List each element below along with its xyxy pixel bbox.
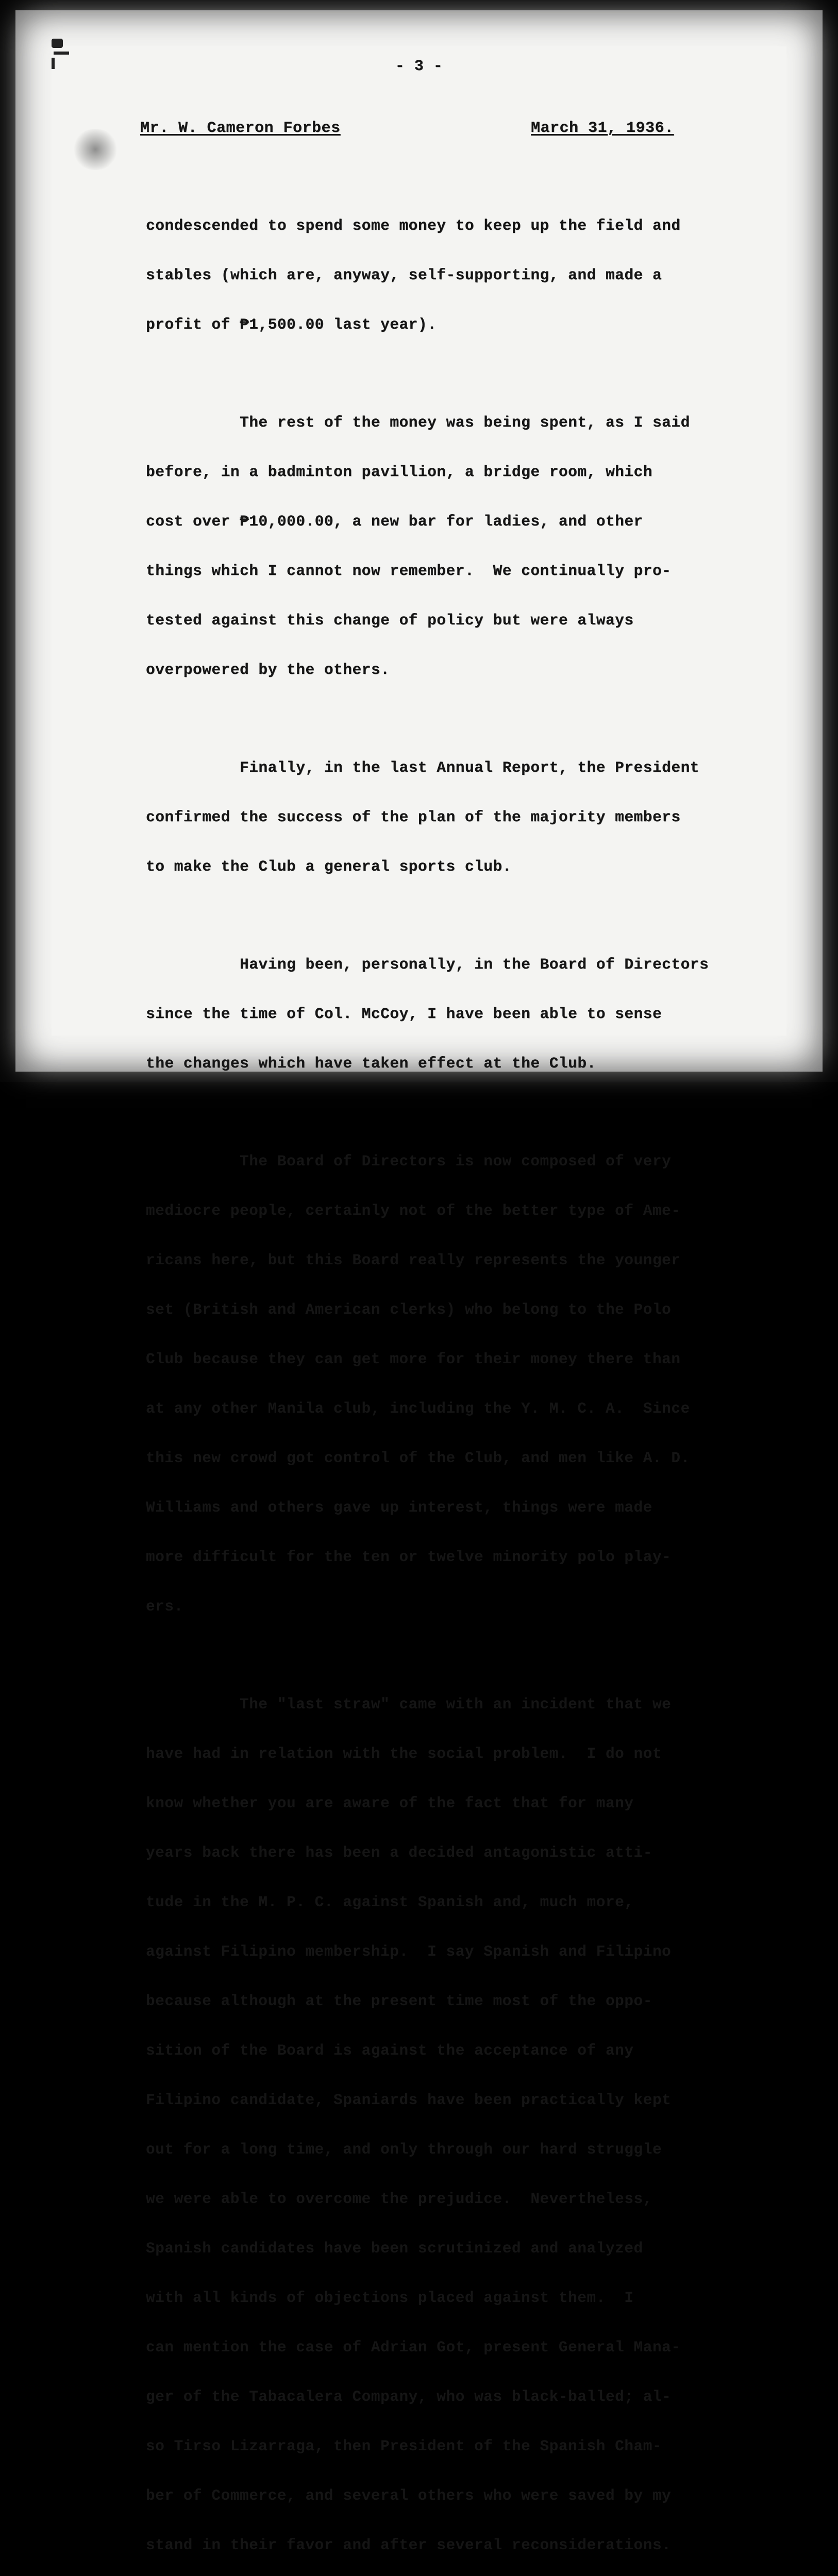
text-line: have had in relation with the social problem. I do not: [146, 1745, 662, 1762]
text-line: before, in a badminton pavillion, a bridge room, which: [146, 463, 652, 481]
text-line: Spanish candidates have been scrutinized and analyzed: [146, 2240, 643, 2257]
paragraph: [146, 726, 702, 908]
text-line: out for a long time, and only through our hard struggle: [146, 2141, 662, 2158]
text-line: against Filipino membership. I say Spanish and Filipino: [146, 1943, 672, 1960]
paragraph: [146, 1663, 702, 2576]
text-line: know whether you are aware of the fact that for many: [146, 1794, 634, 1812]
paragraph: [146, 923, 709, 1105]
text-line: the changes which have taken effect at the Club.: [146, 1055, 596, 1072]
text-line: at any other Manila club, including the Y. M. C. A. Since: [146, 1400, 690, 1417]
text-line: stand in their favor and after several reconsiderations.: [146, 2536, 672, 2554]
paragraph: [146, 381, 702, 711]
paragraph: [146, 1120, 702, 1648]
text-line: confirmed the success of the plan of the majority members: [146, 808, 681, 826]
text-line: because although at the present time most of the oppo-: [146, 1992, 652, 2010]
text-line: we were able to overcome the prejudice. Nevertheless,: [146, 2190, 652, 2208]
text-line: profit of ₱1,500.00 last year).: [146, 316, 437, 333]
text-line: years back there has been a decided antagonistic atti-: [146, 1844, 652, 1861]
text-line: condescended to spend some money to keep up the field and: [146, 217, 681, 234]
text-line: ricans here, but this Board really represents the younger: [146, 1251, 681, 1269]
edge-mark: [54, 52, 69, 55]
edge-mark: [52, 39, 63, 48]
text-line: so Tirso Lizarraga, then President of the Spanish Cham-: [146, 2437, 662, 2455]
text-line: sition of the Board is against the acceptance of any: [146, 2042, 634, 2059]
letter-body: [146, 184, 709, 2576]
text-line: The rest of the money was being spent, as I said: [146, 414, 690, 431]
text-line: ger of the Tabacalera Company, who was black-balled; al-: [146, 2388, 672, 2405]
text-line: Having been, personally, in the Board of Directors: [146, 956, 709, 973]
text-line: The Board of Directors is now composed of very: [146, 1153, 672, 1170]
recipient-heading: Mr. W. Cameron Forbes: [140, 120, 341, 137]
text-line: more difficult for the ten or twelve minority polo play-: [146, 1548, 672, 1566]
text-line: The "last straw" came with an incident that we: [146, 1696, 672, 1713]
text-line: stables (which are, anyway, self-supporting, and made a: [146, 266, 662, 284]
text-line: cost over ₱10,000.00, a new bar for ladies, and other: [146, 513, 643, 530]
text-line: Williams and others gave up interest, things were made: [146, 1499, 652, 1516]
text-line: mediocre people, certainly not of the better type of Ame-: [146, 1202, 681, 1219]
text-line: tude in the M. P. C. against Spanish and, much more,: [146, 1893, 634, 1911]
text-line: Finally, in the last Annual Report, the President: [146, 759, 699, 776]
text-line: ers.: [146, 1598, 183, 1615]
text-line: ber of Commerce, and several others who were saved by my: [146, 2487, 672, 2504]
paragraph: [146, 184, 702, 366]
text-line: with all kinds of objections placed against them. I: [146, 2289, 634, 2307]
text-line: set (British and American clerks) who belong to the Polo: [146, 1301, 672, 1318]
text-line: things which I cannot now remember. We continually pro-: [146, 562, 672, 580]
text-line: Club because they can get more for their money there than: [146, 1350, 681, 1368]
text-line: this new crowd got control of the Club, and men like A. D.: [146, 1449, 690, 1467]
text-line: tested against this change of policy but were always: [146, 612, 634, 629]
letter-date: March 31, 1936.: [531, 120, 674, 137]
text-line: can mention the case of Adrian Got, present General Mana-: [146, 2338, 681, 2356]
text-line: Filipino candidate, Spaniards have been practically kept: [146, 2091, 672, 2109]
page-number: - 3 -: [395, 58, 443, 75]
ink-smudge: [72, 129, 119, 170]
text-line: to make the Club a general sports club.: [146, 858, 512, 875]
text-line: since the time of Col. McCoy, I have been able to sense: [146, 1005, 662, 1023]
text-line: overpowered by the others.: [146, 661, 390, 679]
